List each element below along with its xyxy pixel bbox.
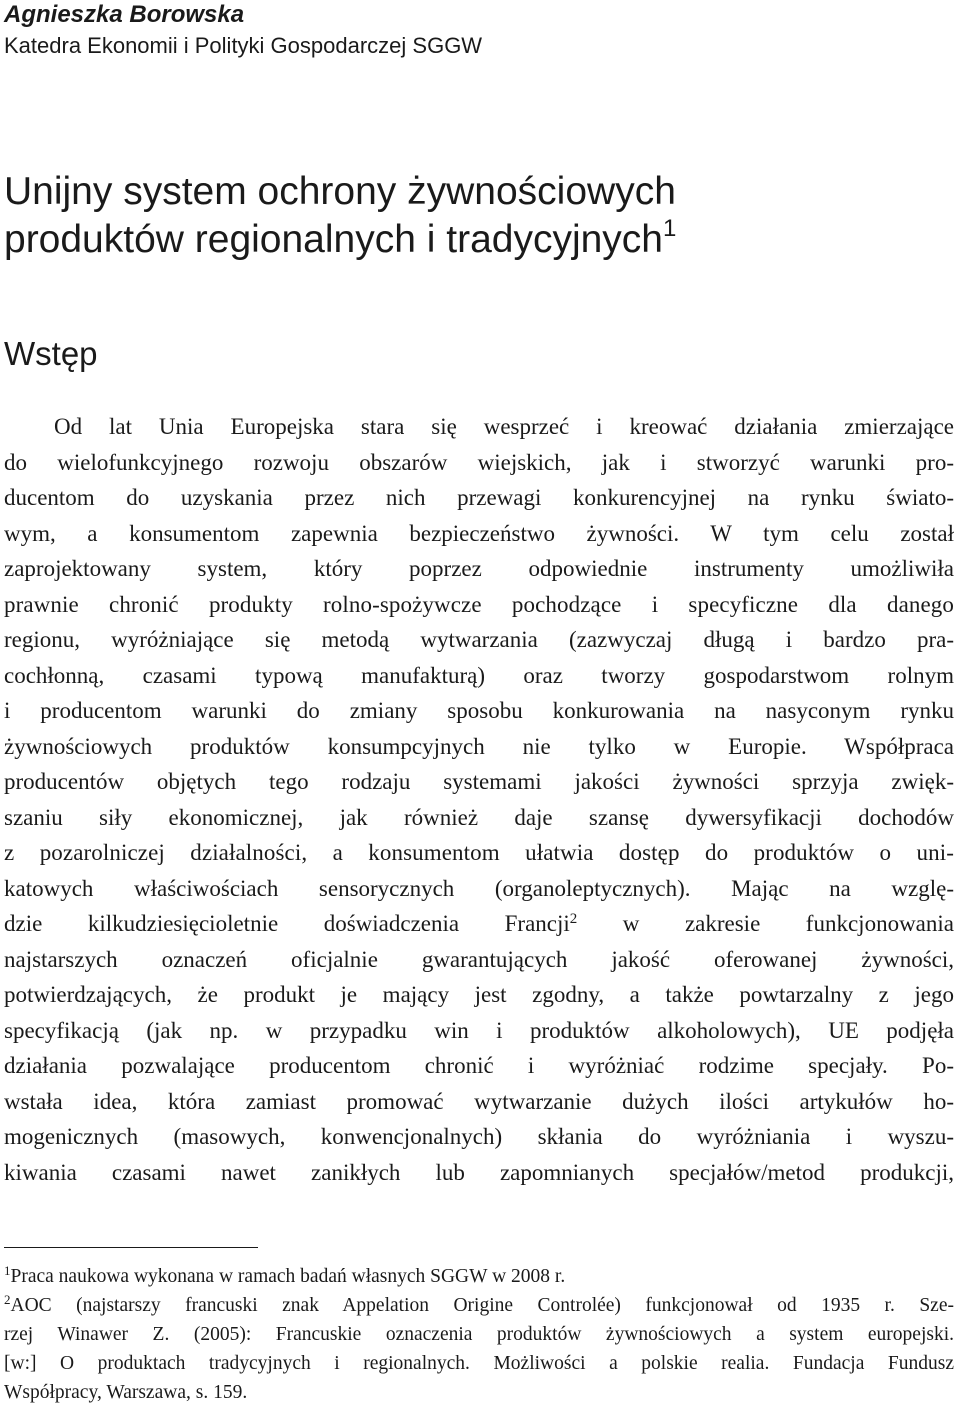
body-line: szaniu siły ekonomicznej, jak również daje szansę dywersyfikacji dochodów [4, 804, 954, 830]
body-line: cochłonną, czasami typową manufakturą) oraz tworzy gospodarstwom rolnym [4, 662, 954, 688]
body-line: najstarszych oznaczeń oficjalnie gwarantujących jakość oferowanej żywności, [4, 946, 954, 972]
body-footnote-ref[interactable]: 2 [569, 911, 578, 927]
footnote-1-number: 1 [4, 1263, 11, 1278]
body-line: z pozarolniczej działalności, a konsumentom ułatwia dostęp do produktów o uni- [4, 840, 954, 865]
body-paragraph [4, 409, 954, 1190]
footnotes [4, 1262, 954, 1407]
body-line: producentów objętych tego rodzaju systemami jakości żywności sprzyja zwięk- [4, 769, 954, 794]
body-line: żywnościowych produktów konsumpcyjnych nie tylko w Europie. Współpraca [4, 733, 954, 759]
article-title-line-1: Unijny system ochrony żywnościowych [4, 170, 676, 213]
body-line: mogenicznych (masowych, konwencjonalnych) skłania do wyróżniania i wyszu- [4, 1124, 954, 1149]
body-line: Od lat Unia Europejska stara się wesprzeć i kreować działania zmierzające [54, 414, 954, 439]
body-line: regionu, wyróżniające się metodą wytwarzania (zazwyczaj długą i bardzo pra- [4, 627, 954, 652]
section-heading: Wstęp [4, 335, 98, 372]
body-line: wym, a konsumentom zapewnia bezpieczeństwo żywności. W tym celu został [4, 520, 954, 546]
body-line: kiwania czasami nawet zanikłych lub zapomnianych specjałów/metod produkcji, [4, 1159, 954, 1185]
footnote-1-text: Praca naukowa wykonana w ramach badań własnych SGGW w 2008 r. [10, 1266, 566, 1287]
body-line: zaprojektowany system, który poprzez odpowiednie instrumenty umożliwiła [4, 556, 954, 581]
body-line-text-tail: w zakresie funkcjonowania [577, 911, 954, 936]
body-line: katowych właściwościach sensorycznych (organoleptycznych). Mając na wzglę- [4, 875, 954, 901]
body-line: do wielofunkcyjnego rozwoju obszarów wiejskich, jak i stworzyć warunki pro- [4, 449, 954, 475]
footnote-divider [4, 1247, 258, 1248]
footnote-2-text: AOC (najstarszy francuski znak Appelation Origine Controlée) funkcjonował od 1935 r. Sze- [10, 1295, 954, 1316]
footnote-2-line-3: [w:] O produktach tradycyjnych i regionalnych. Możliwości a polskie realia. Fundacja Fundusz [4, 1353, 954, 1374]
article-title-line-2 [4, 216, 954, 264]
author-name: Agnieszka Borowska [4, 1, 245, 28]
body-line: ducentom do uzyskania przez nich przewagi konkurencyjnej na rynku świato- [4, 485, 954, 510]
author-affiliation: Katedra Ekonomii i Polityki Gospodarczej SGGW [4, 33, 483, 58]
body-line: prawnie chronić produkty rolno-spożywcze pochodzące i specyficzne dla danego [4, 591, 954, 617]
body-line: i producentom warunki do zmiany sposobu konkurowania na nasyconym rynku [4, 698, 954, 723]
body-line: działania pozwalające producentom chronić i wyróżniać rodzime specjały. Po- [4, 1053, 954, 1078]
body-line: wstała idea, która zamiast promować wytwarzanie dużych ilości artykułów ho- [4, 1088, 954, 1114]
footnote-2-number: 2 [4, 1292, 11, 1307]
footnote-2-line-4: Współpracy, Warszawa, s. 159. [4, 1382, 248, 1403]
body-line: potwierdzających, że produkt je mający jest zgodny, a także powtarzalny z jego [4, 982, 954, 1007]
footnote-2-line-2: rzej Winawer Z. (2005): Francuskie oznaczenia produktów żywnościowych a system europejski. [4, 1324, 954, 1345]
body-line-with-ref [4, 906, 954, 942]
article-title [4, 168, 954, 264]
body-line-text: dzie kilkudziesięcioletnie doświadczenia Francji [4, 911, 570, 936]
title-footnote-ref[interactable]: 1 [663, 215, 677, 242]
footnote-1 [4, 1262, 954, 1291]
article-title-line-2-text: produktów regionalnych i tradycyjnych [4, 218, 664, 261]
body-line: specyfikacją (jak np. w przypadku win i produktów alkoholowych), UE podjęła [4, 1017, 954, 1043]
footnote-2-line-1 [4, 1291, 954, 1320]
